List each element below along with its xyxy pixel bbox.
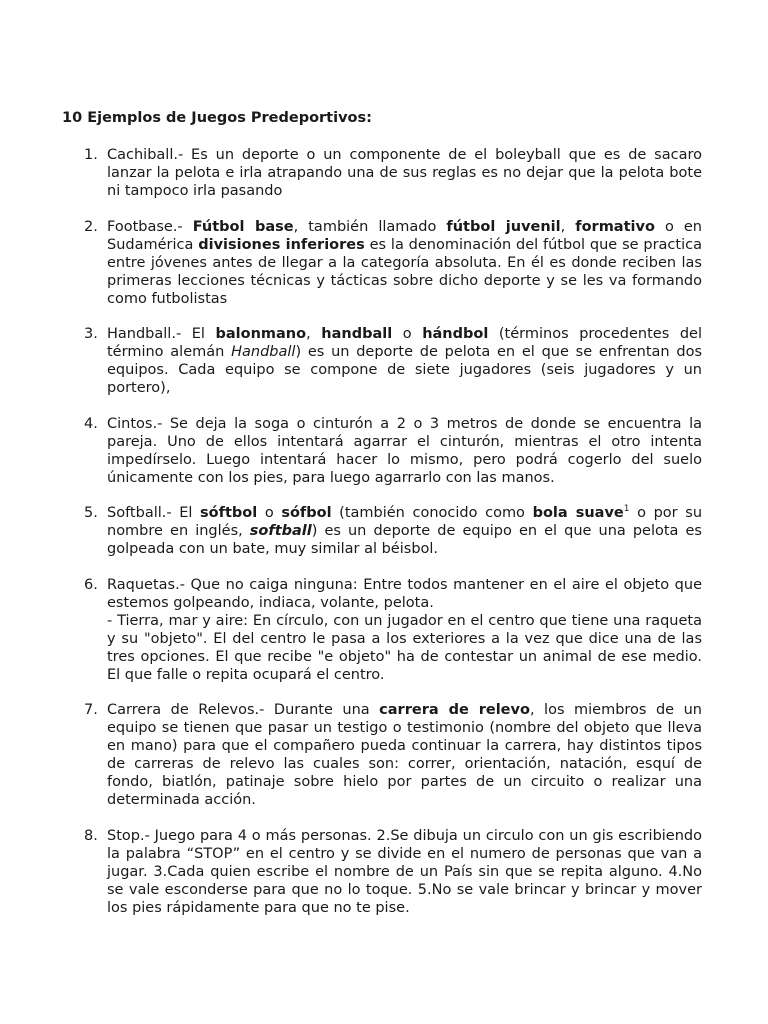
text-segment: Fútbol base (192, 218, 294, 235)
text-segment: hándbol (422, 326, 489, 342)
text-segment: o (257, 505, 282, 521)
text-segment: balonmano (215, 326, 307, 342)
text-segment: Footbase.- (107, 218, 193, 235)
text-segment: es la denominación del fútbol que se practica entre jóvenes antes de llegar a la categoría absoluta. En él es donde reciben las primeras lecciones técnicas y tácticas sobre dicho deporte y se les va formando como futbolistas (107, 236, 702, 307)
text-segment: Cachiball.- Es un deporte o un componente de el boleyball que es de sacaro lanzar la pelota e irla atrapando una de sus reglas es no dejar que la pelota bote ni tampoco irla pasando (107, 147, 702, 199)
text-segment: , los miembros de un equipo se tienen que pasar un testigo o testimonio (nombre del objeto que lleva en mano) para que el compañero pueda continuar la carrera, hay distintos tipos de carreras de relevo las cuales son: correr, orientación, natación, esquí de fondo, biatlón, patinaje sobre hielo por partes de un circuito o realizar una determinada acción. (107, 702, 702, 808)
document-title: 10 Ejemplos de Juegos Predeportivos: (62, 110, 372, 126)
list-item-text (107, 146, 702, 200)
list-item-text (107, 576, 702, 684)
text-segment: sóftbol (200, 505, 258, 521)
text-segment: - Tierra, mar y aire: En círculo, con un jugador en el centro que tiene una raqueta y su "objeto". El del centro le pasa a los exteriores a la vez que dice una de las tres opciones. El que recibe "e objeto" ha de contestar un animal de ese medio. El que falle o repita ocupará el centro. (107, 612, 702, 683)
list-item-text (107, 827, 702, 917)
list-item-number: 1. (84, 147, 98, 163)
list-item-text (107, 218, 702, 308)
text-segment: bola suave (532, 505, 624, 521)
list-item-text (107, 415, 702, 487)
footnote-marker: 1 (623, 504, 630, 514)
list-item (0, 701, 768, 809)
list-item-number: 6. (84, 576, 98, 593)
list-item-text (107, 504, 702, 558)
text-segment: Stop.- Juego para 4 o más personas. 2.Se dibuja un circulo con un gis escribiendo la palabra “STOP” en el centro y se divide en el numero de personas que van a jugar. 3.Cada quien escribe el nombre de un País sin que se repita alguno. 4.No se vale esconderse para que no lo toque. 5.No se vale brincar y brincar y mover los pies rápidamente para que no te pise. (107, 827, 702, 916)
text-segment: o por su nombre en inglés, (107, 505, 703, 539)
text-segment: o (392, 326, 423, 342)
text-segment: ) es un deporte de pelota en el que se enfrentan dos equipos. Cada equipo se compone de siete jugadores (seis jugadores y un portero), (107, 344, 703, 396)
text-segment: , (306, 326, 322, 342)
text-segment: o en Sudamérica (107, 218, 702, 253)
text-segment: Cintos.- Se deja la soga o cinturón a 2 o 3 metros de donde se encuentra la pareja. Uno de ellos intentará agarrar el cinturón, mientras el otro intenta impedírselo. Luego intentará hacer lo mismo, pero podrá cogerlo del suelo únicamente con los pies, para luego agarrarlo con las manos. (107, 415, 702, 486)
text-segment: carrera de relevo (379, 702, 530, 718)
text-segment: Handball (231, 344, 296, 360)
text-segment: , también llamado (293, 218, 447, 235)
list-item-number: 2. (84, 218, 98, 235)
text-segment: softball (249, 523, 312, 539)
ordered-list (0, 146, 768, 934)
text-segment: , (560, 218, 576, 235)
text-segment: divisiones inferiores (198, 236, 365, 253)
list-item-number: 5. (84, 505, 98, 521)
text-segment: handball (321, 326, 393, 342)
text-segment: sófbol (281, 505, 332, 521)
list-item-number: 4. (84, 415, 98, 432)
list-item-number: 8. (84, 827, 98, 844)
list-item-number: 7. (84, 702, 98, 718)
text-segment: Carrera de Relevos.- Durante una (107, 702, 380, 718)
list-item (0, 827, 768, 917)
list-item (0, 504, 768, 558)
text-segment: (términos procedentes del término alemán (107, 326, 702, 360)
list-item (0, 415, 768, 487)
text-segment: fútbol juvenil (446, 218, 561, 235)
list-item-text (107, 325, 702, 397)
list-item-number: 3. (84, 326, 98, 342)
list-item (0, 218, 768, 308)
text-segment: ) es un deporte de equipo en el que una pelota es golpeada con un bate, muy similar al béisbol. (107, 523, 702, 557)
text-segment: formativo (575, 218, 655, 235)
text-segment: (también conocido como (331, 505, 533, 521)
list-item (0, 325, 768, 397)
list-item (0, 576, 768, 684)
text-segment: Softball.- El (107, 505, 201, 521)
list-item (0, 146, 768, 200)
list-item-text (107, 701, 702, 809)
text-segment: Raquetas.- Que no caiga ninguna: Entre todos mantener en el aire el objeto que estemos golpeando, indiaca, volante, pelota. (107, 576, 702, 611)
text-segment: Handball.- El (107, 326, 216, 342)
